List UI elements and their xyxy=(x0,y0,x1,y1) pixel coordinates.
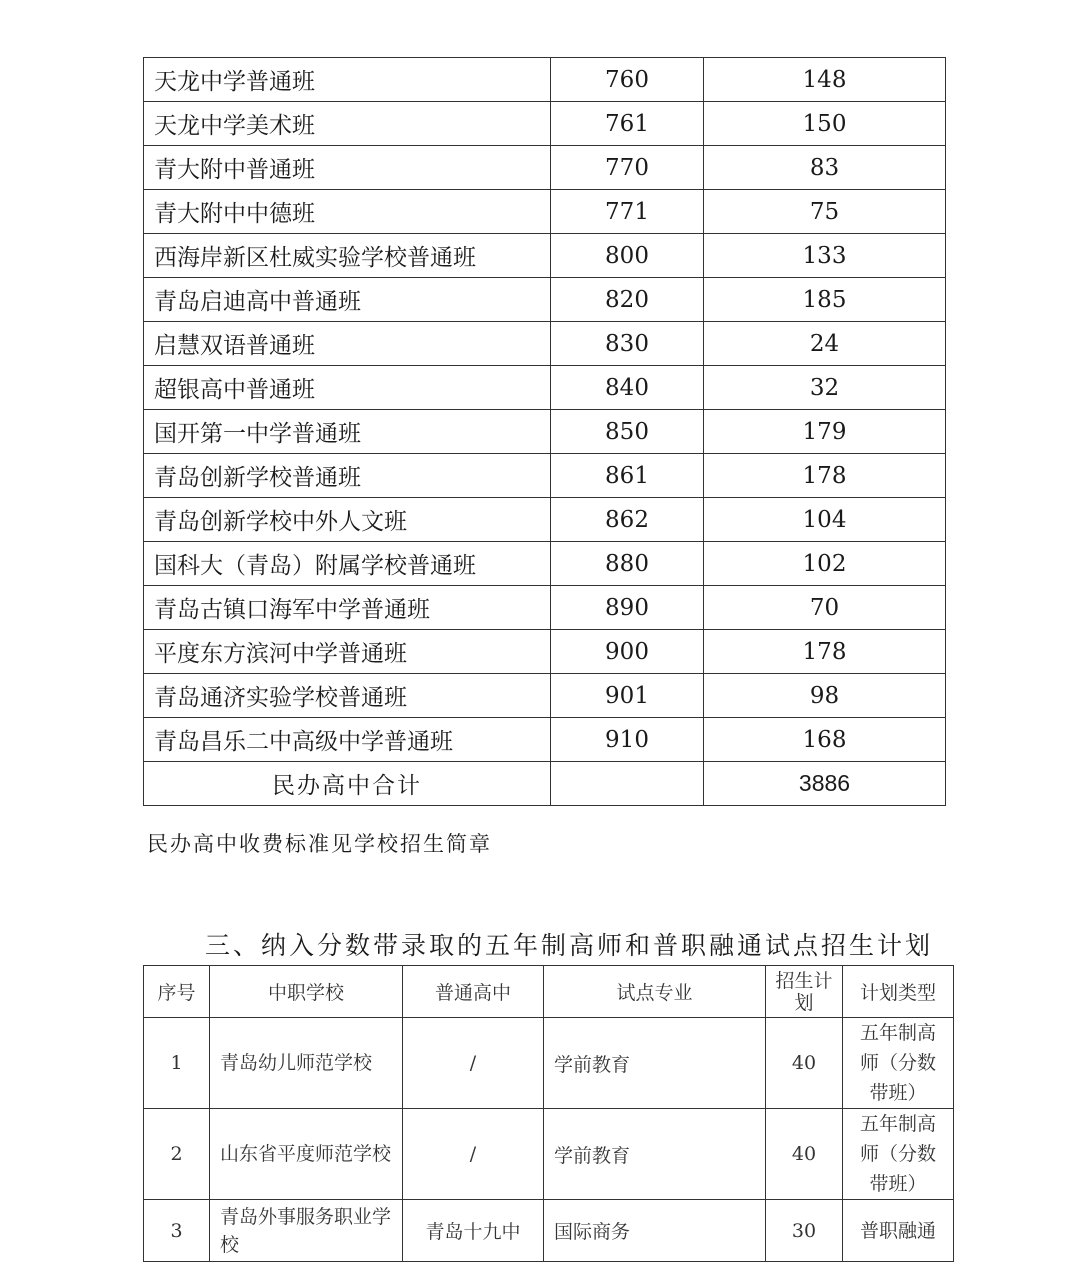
vocational-school: 青岛外事服务职业学校 xyxy=(210,1200,403,1262)
school-class-name: 青岛创新学校中外人文班 xyxy=(144,498,551,542)
enrollment-count: 104 xyxy=(704,498,946,542)
school-class-name: 青岛古镇口海军中学普通班 xyxy=(144,586,551,630)
row-no: 3 xyxy=(144,1200,210,1262)
table-row xyxy=(144,1200,954,1262)
vocational-school: 青岛幼儿师范学校 xyxy=(210,1018,403,1109)
high-school: / xyxy=(403,1018,544,1109)
table-row xyxy=(144,102,946,146)
table-row xyxy=(144,542,946,586)
enrollment-plan: 40 xyxy=(766,1018,843,1109)
school-code: 900 xyxy=(551,630,704,674)
header-major: 试点专业 xyxy=(544,966,766,1018)
school-code: 901 xyxy=(551,674,704,718)
table-row xyxy=(144,674,946,718)
enrollment-count: 70 xyxy=(704,586,946,630)
school-class-name: 超银高中普通班 xyxy=(144,366,551,410)
private-high-school-table xyxy=(143,57,946,806)
table-row xyxy=(144,718,946,762)
table-row xyxy=(144,190,946,234)
school-code: 890 xyxy=(551,586,704,630)
school-code: 861 xyxy=(551,454,704,498)
table-row xyxy=(144,234,946,278)
school-class-name: 国开第一中学普通班 xyxy=(144,410,551,454)
school-class-name: 青岛启迪高中普通班 xyxy=(144,278,551,322)
school-code: 761 xyxy=(551,102,704,146)
enrollment-count: 24 xyxy=(704,322,946,366)
school-class-name: 西海岸新区杜威实验学校普通班 xyxy=(144,234,551,278)
table-header-row xyxy=(144,966,954,1018)
enrollment-count: 168 xyxy=(704,718,946,762)
total-row xyxy=(144,762,946,806)
enrollment-count: 102 xyxy=(704,542,946,586)
school-code: 910 xyxy=(551,718,704,762)
empty-cell xyxy=(551,762,704,806)
school-code: 760 xyxy=(551,58,704,102)
table-row xyxy=(144,366,946,410)
school-class-name: 天龙中学美术班 xyxy=(144,102,551,146)
row-no: 2 xyxy=(144,1109,210,1200)
school-class-name: 启慧双语普通班 xyxy=(144,322,551,366)
total-label: 民办高中合计 xyxy=(144,762,551,806)
table-row xyxy=(144,410,946,454)
vocational-school: 山东省平度师范学校 xyxy=(210,1109,403,1200)
enrollment-count: 178 xyxy=(704,630,946,674)
school-class-name: 青岛昌乐二中高级中学普通班 xyxy=(144,718,551,762)
enrollment-count: 75 xyxy=(704,190,946,234)
header-high-school: 普通高中 xyxy=(403,966,544,1018)
school-class-name: 平度东方滨河中学普通班 xyxy=(144,630,551,674)
total-value: 3886 xyxy=(704,762,946,806)
fee-note: 民办高中收费标准见学校招生简章 xyxy=(147,832,492,856)
school-code: 862 xyxy=(551,498,704,542)
school-class-name: 天龙中学普通班 xyxy=(144,58,551,102)
enrollment-count: 185 xyxy=(704,278,946,322)
plan-type: 五年制高师（分数带班） xyxy=(843,1109,954,1200)
table-row xyxy=(144,1109,954,1200)
school-code: 820 xyxy=(551,278,704,322)
table-row xyxy=(144,630,946,674)
table-row xyxy=(144,1018,954,1109)
table-row xyxy=(144,146,946,190)
school-class-name: 青岛创新学校普通班 xyxy=(144,454,551,498)
enrollment-count: 83 xyxy=(704,146,946,190)
enrollment-count: 179 xyxy=(704,410,946,454)
enrollment-count: 98 xyxy=(704,674,946,718)
school-class-name: 青大附中中德班 xyxy=(144,190,551,234)
school-class-name: 青大附中普通班 xyxy=(144,146,551,190)
pilot-major: 学前教育 xyxy=(544,1018,766,1109)
school-code: 800 xyxy=(551,234,704,278)
header-no: 序号 xyxy=(144,966,210,1018)
table-row xyxy=(144,58,946,102)
school-code: 880 xyxy=(551,542,704,586)
enrollment-count: 150 xyxy=(704,102,946,146)
section-heading: 三、纳入分数带录取的五年制高师和普职融通试点招生计划 xyxy=(205,931,934,960)
header-plan: 招生计划 xyxy=(766,966,843,1018)
high-school: / xyxy=(403,1109,544,1200)
table-row xyxy=(144,322,946,366)
school-code: 830 xyxy=(551,322,704,366)
table-row xyxy=(144,454,946,498)
table-row xyxy=(144,498,946,542)
pilot-major: 国际商务 xyxy=(544,1200,766,1262)
pilot-major: 学前教育 xyxy=(544,1109,766,1200)
school-code: 840 xyxy=(551,366,704,410)
header-school: 中职学校 xyxy=(210,966,403,1018)
school-class-name: 国科大（青岛）附属学校普通班 xyxy=(144,542,551,586)
school-code: 770 xyxy=(551,146,704,190)
enrollment-count: 178 xyxy=(704,454,946,498)
school-code: 771 xyxy=(551,190,704,234)
enrollment-count: 148 xyxy=(704,58,946,102)
enrollment-count: 133 xyxy=(704,234,946,278)
plan-type: 普职融通 xyxy=(843,1200,954,1262)
high-school: 青岛十九中 xyxy=(403,1200,544,1262)
table-row xyxy=(144,586,946,630)
enrollment-plan: 30 xyxy=(766,1200,843,1262)
row-no: 1 xyxy=(144,1018,210,1109)
school-code: 850 xyxy=(551,410,704,454)
enrollment-count: 32 xyxy=(704,366,946,410)
table-row xyxy=(144,278,946,322)
plan-type: 五年制高师（分数带班） xyxy=(843,1018,954,1109)
pilot-enrollment-table xyxy=(143,965,954,1262)
school-class-name: 青岛通济实验学校普通班 xyxy=(144,674,551,718)
header-type: 计划类型 xyxy=(843,966,954,1018)
enrollment-plan: 40 xyxy=(766,1109,843,1200)
